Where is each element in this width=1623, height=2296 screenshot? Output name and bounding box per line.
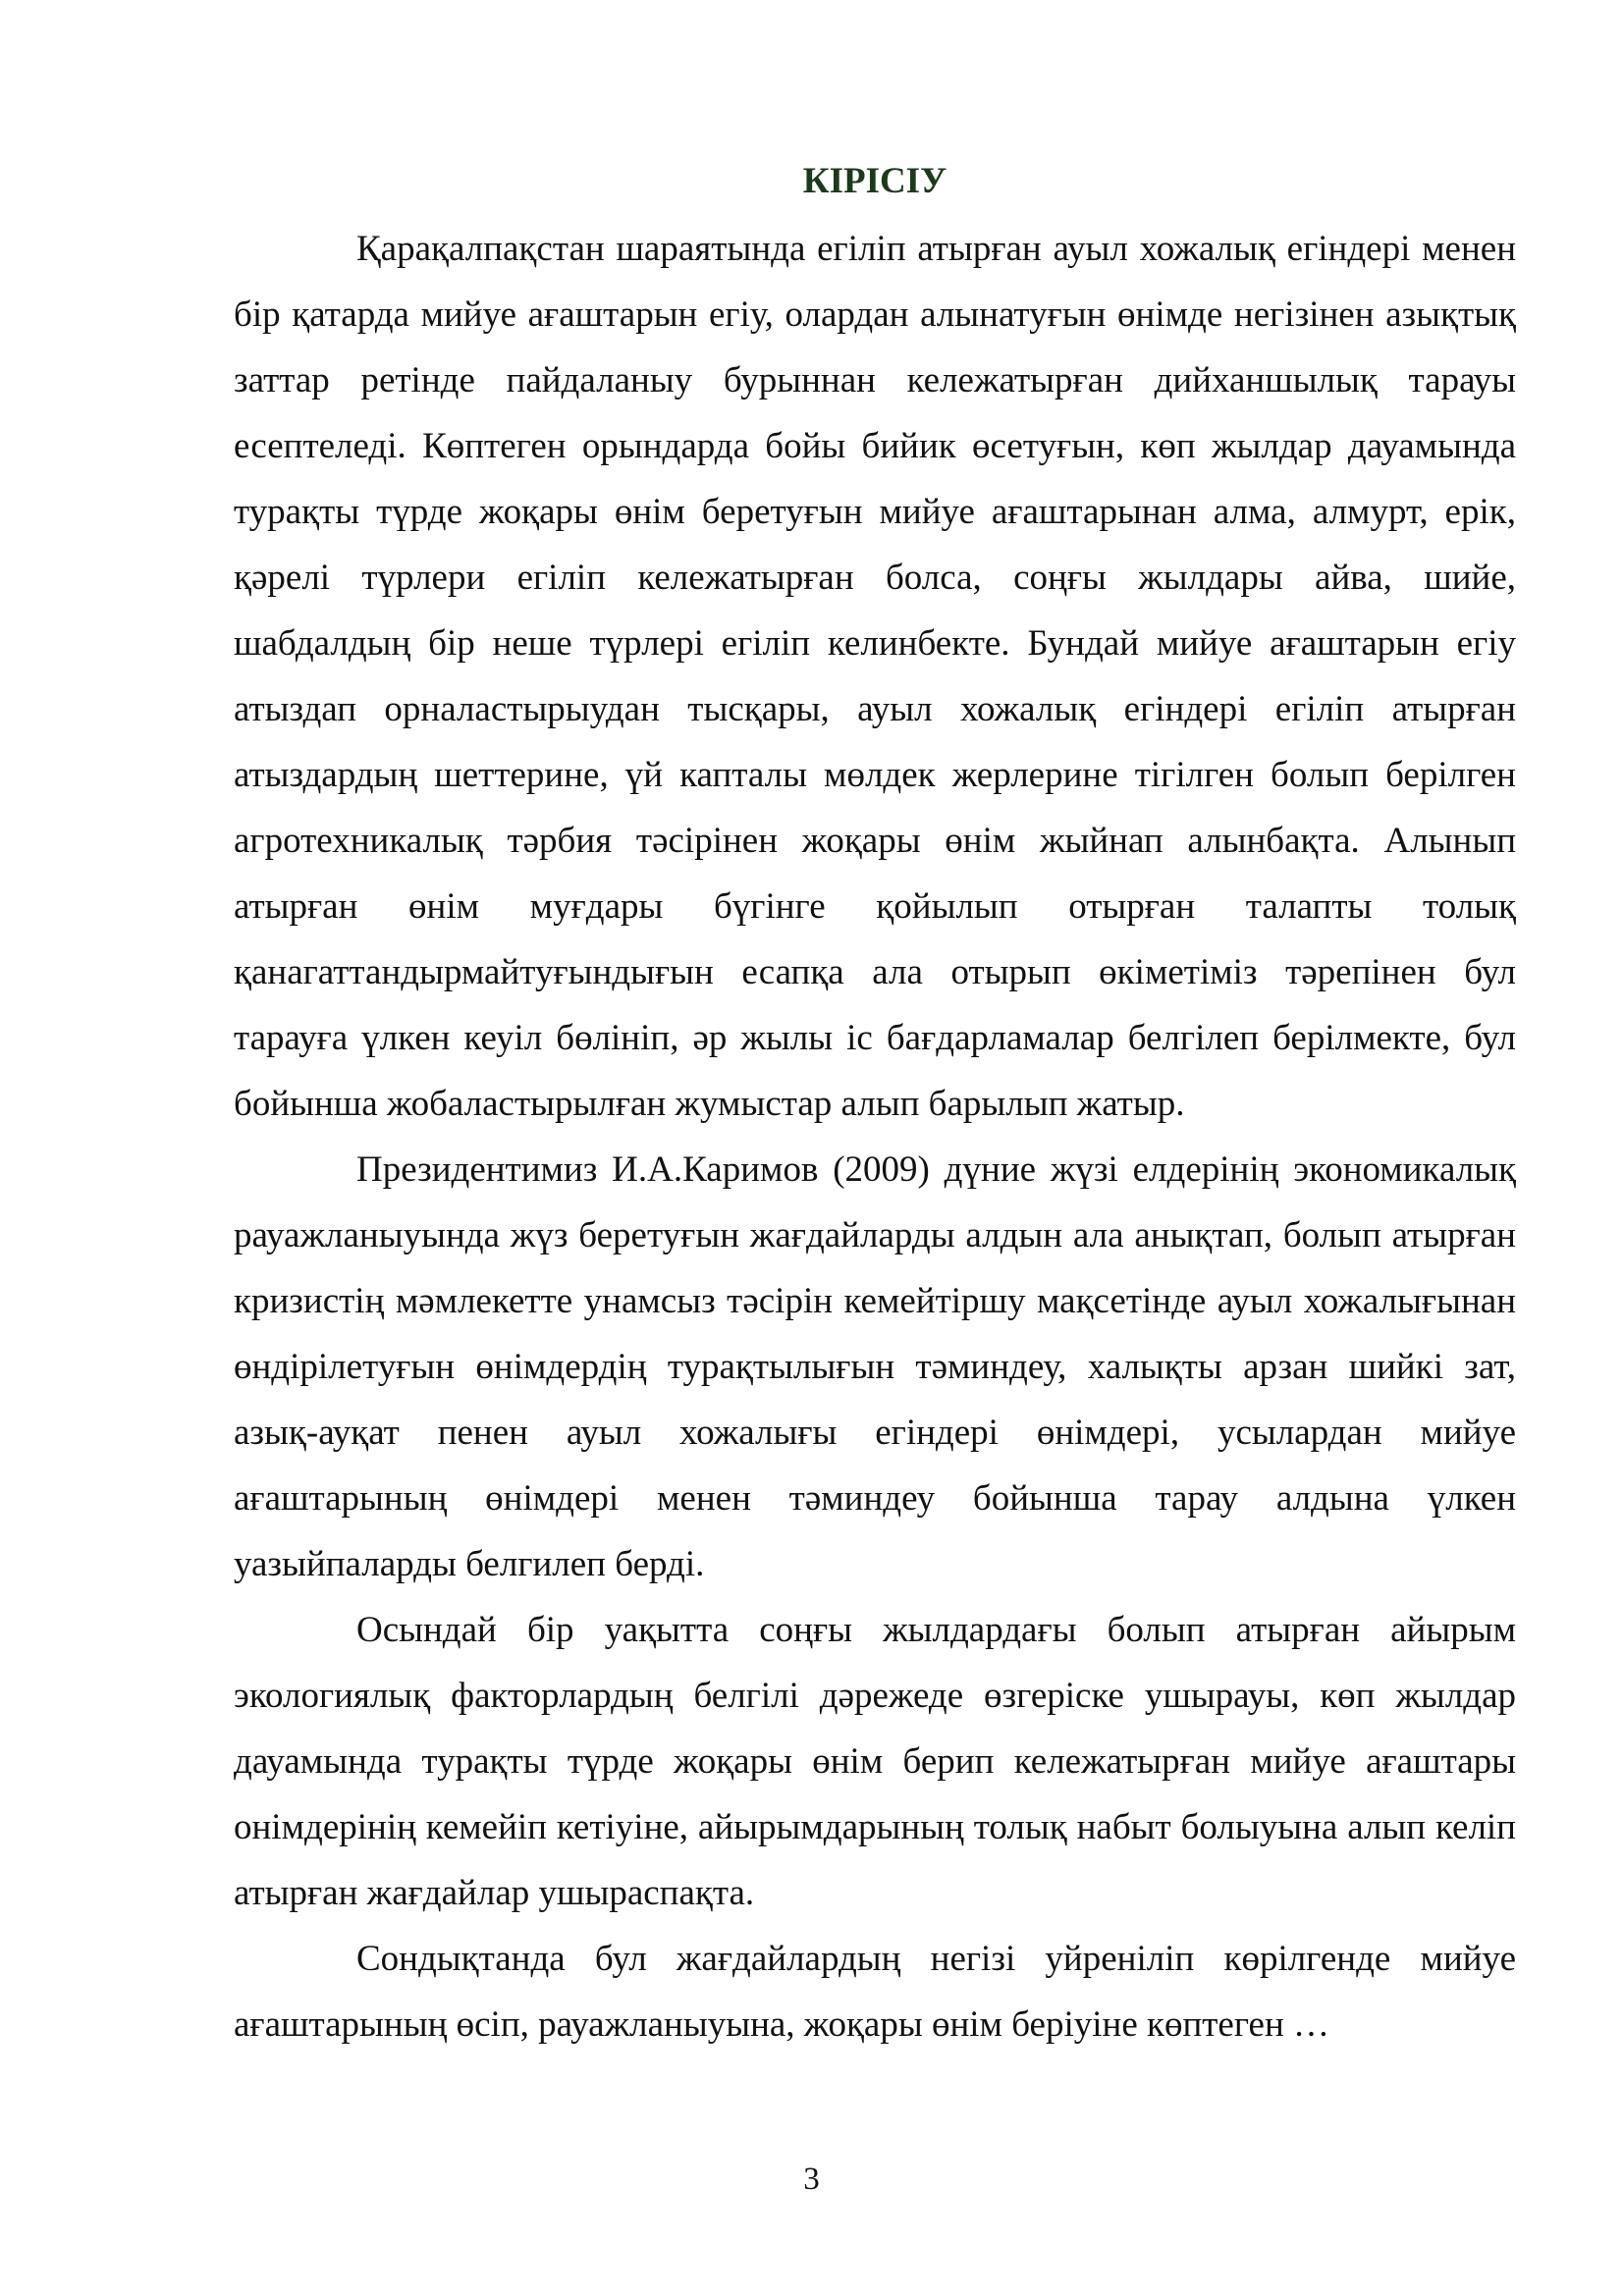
page-title: КІРІСІУ [802,161,947,201]
paragraph-3: Осындай бір уақытта соңғы жылдардағы болып атырған айырым экологиялық факторлардың белгілі дәрежеде өзгеріске ушырауы, көп жылдар дауамында турақты түрде жоқары өнім берип кележатырған мийуе ағаштары онімдерінің кемейіп кетіуіне, айырымдарының толық набыт болыуына алып келіп атырған жағдайлар ушыраспақта. [234,1610,1516,1913]
paragraph-2: Президентимиз И.А.Каримов (2009) дүние жүзі елдерінің экономикалық рауажланыуында жүз беретуғын жағдайларды алдын ала анықтап, болып атырған кризистің мәмлекетте унамсыз тәсірін кемейтіршу мақсетінде ауыл хожалығынан өндірілетуғын өнімдердің турақтылығын тәминдеу, халықты арзан шийкі зат, азық-ауқат пенен ауыл хожалығы егіндері өнімдері, усылардан мийуе ағаштарының өнімдері менен тәминдеу бойынша тарау алдына үлкен уазыйпаларды белгилеп берді. [234,1149,1516,1584]
document-page [234,147,1516,2057]
page-number: 3 [803,2162,820,2197]
paragraph-1: Қарақалпақстан шараятында егіліп атырған ауыл хожалық егіндері менен бір қатарда мийуе ағаштарын егіу, олардан алынатуғын өнімде негізінен азықтық заттар ретінде пайдаланыу бурыннан кележатырған дийханшылық тарауы есептеледі. Көптеген орындарда бойы бийик өсетуғын, көп жылдар дауамында турақты түрде жоқары өнім беретуғын мийуе ағаштарынан алма, алмурт, ерік, қәрелі түрлери егіліп кележатырған болса, соңғы жылдары айва, шийе, шабдалдың бір неше түрлері егіліп келинбекте. Бундай мийуе ағаштарын егіу атыздап орналастырыудан тысқары, ауыл хожалық егіндері егіліп атырған атыздардың шеттерине, үй капталы мөлдек жерлерине тігілген болып берілген агротехникалық тәрбия тәсірінен жоқары өнім жыйнап алынбақта. Алынып атырған өнім муғдары бүгінге қойылып отырған талапты толық қанагаттандырмайтуғындығын есапқа ала отырып өкіметіміз тәрепінен бул тарауға үлкен кеуіл бөлініп, әр жылы іс бағдарламалар белгілеп берілмекте, бул бойынша жобаластырылған жумыстар алып барылып жатыр. [234,229,1516,1124]
paragraph-4: Сондықтанда бул жағдайлардың негізі уйреніліп көрілгенде мийуе ағаштарының өсіп, рауажланыуына, жоқары өнім беріуіне көптеген … [234,1939,1516,2045]
